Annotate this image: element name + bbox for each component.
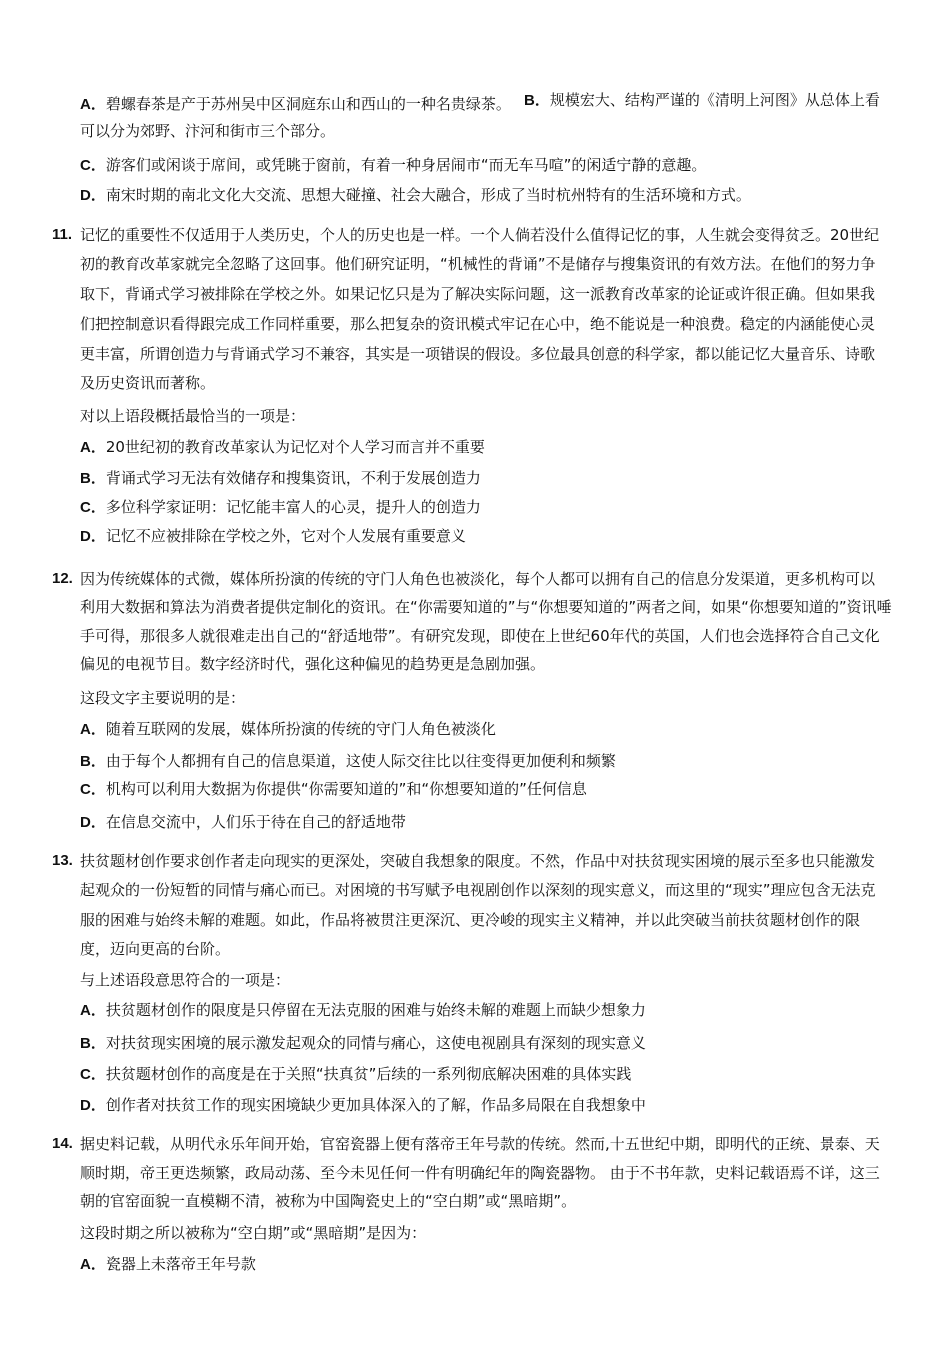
option-text: 记忆不应被排除在学校之外，它对个人发展有重要意义	[105, 527, 466, 545]
option-text: 创作者对扶贫工作的现实困境缺少更加具体深入的了解，作品多局限在自我想象中	[105, 1096, 646, 1114]
passage-line: 服的困难与始终未解的难题。如此，作品将被贯注更深沉、更冷峻的现实主义精神，并以此突破当前扶贫题材创作的限	[80, 911, 861, 929]
option-text: 背诵式学习无法有效储存和搜集资讯，不利于发展创造力	[105, 469, 481, 487]
option-b[interactable]	[80, 1033, 646, 1054]
option-label: A．	[80, 439, 106, 456]
option-label: C．	[80, 1066, 106, 1083]
passage-line: 手可得，那很多人就很难走出自己的“舒适地带”。有研究发现，即使在上世纪60年代的英国，人们也会选择符合自己文化	[80, 627, 880, 645]
option-text: 游客们或闲谈于席间，或凭眺于窗前，有着一种身居闹市“而无车马喧”的闲适宁静的意趣。	[105, 156, 707, 174]
passage-line: 扶贫题材创作要求创作者走向现实的更深处，突破自我想象的限度。不然，作品中对扶贫现实困境的展示至多也只能激发	[80, 852, 876, 870]
option-label: C．	[80, 781, 106, 798]
option-text: 南宋时期的南北文化大交流、思想大碰撞、社会大融合，形成了当时杭州特有的生活环境和方式。	[105, 186, 751, 204]
option-c[interactable]	[80, 779, 587, 800]
option-label: D．	[80, 1097, 106, 1114]
option-label: C．	[80, 499, 106, 516]
question-number: 11.	[52, 226, 73, 243]
option-a[interactable]	[80, 719, 496, 740]
option-label: A．	[80, 96, 106, 113]
question-prompt: 与上述语段意思符合的一项是：	[80, 971, 291, 989]
option-d[interactable]	[80, 812, 406, 833]
passage-line: 及历史资讯而著称。	[80, 374, 216, 392]
question-prompt: 这段时期之所以被称为“空白期”或“黑暗期”是因为：	[80, 1224, 427, 1242]
option-label: A．	[80, 721, 106, 738]
option-a[interactable]	[80, 1000, 646, 1021]
question-number: 14.	[52, 1135, 73, 1152]
option-label: D．	[80, 528, 106, 545]
option-text: 扶贫题材创作的高度是在于关照“扶真贫”后续的一系列彻底解决困难的具体实践	[105, 1065, 632, 1083]
q10-option-d[interactable]	[80, 185, 751, 206]
option-text: 机构可以利用大数据为你提供“你需要知道的”和“你想要知道的”任何信息	[105, 780, 587, 798]
option-d[interactable]	[80, 526, 466, 547]
option-text: 多位科学家证明：记忆能丰富人的心灵，提升人的创造力	[105, 498, 481, 516]
option-text: 在信息交流中，人们乐于待在自己的舒适地带	[105, 813, 406, 831]
question-number: 12.	[52, 570, 73, 587]
option-label: A．	[80, 1002, 106, 1019]
passage-line: 们把控制意识看得跟完成工作同样重要，那么把复杂的资讯模式牢记在心中，绝不能说是一种浪费。稳定的内涵能使心灵	[80, 315, 876, 333]
question-prompt: 这段文字主要说明的是：	[80, 689, 246, 707]
option-text: 瓷器上未落帝王年号款	[105, 1255, 256, 1273]
option-label: A．	[80, 1256, 106, 1273]
option-text: 碧螺春茶是产于苏州吴中区洞庭东山和西山的一种名贵绿茶。	[105, 95, 511, 113]
passage-line: 初的教育改革家就完全忽略了这回事。他们研究证明，“机械性的背诵”不是储存与搜集资讯的有效方法。在他们的努力争	[80, 255, 876, 273]
option-text: 20世纪初的教育改革家认为记忆对个人学习而言并不重要	[105, 438, 485, 456]
option-a[interactable]	[80, 1254, 256, 1275]
option-label: C．	[80, 157, 106, 174]
option-d[interactable]	[80, 1095, 646, 1116]
passage-line: 朝的官窑面貌一直模糊不清，被称为中国陶瓷史上的“空白期”或“黑暗期”。	[80, 1192, 577, 1210]
passage-line: 记忆的重要性不仅适用于人类历史，个人的历史也是一样。一个人倘若没什么值得记忆的事，人生就会变得贫乏。20世纪	[80, 226, 880, 244]
option-label: B．	[80, 753, 106, 770]
option-label: D．	[80, 187, 106, 204]
question-prompt: 对以上语段概括最恰当的一项是：	[80, 407, 306, 425]
passage-line: 取下，背诵式学习被排除在学校之外。如果记忆只是为了解决实际问题，这一派教育改革家的论证或许很正确。但如果我	[80, 285, 876, 303]
option-text: 随着互联网的发展，媒体所扮演的传统的守门人角色被淡化	[105, 720, 496, 738]
option-text: 对扶贫现实困境的展示激发起观众的同情与痛心，这使电视剧具有深刻的现实意义	[105, 1034, 646, 1052]
passage-line: 顺时期，帝王更迭频繁，政局动荡、至今未见任何一件有明确纪年的陶瓷器物。 由于不书年款，史料记载语焉不详，这三	[80, 1164, 880, 1182]
option-c[interactable]	[80, 1064, 631, 1085]
option-a[interactable]	[80, 437, 485, 458]
option-label: B．	[80, 470, 106, 487]
passage-line: 因为传统媒体的式微，媒体所扮演的传统的守门人角色也被淡化，每个人都可以拥有自己的信息分发渠道，更多机构可以	[80, 570, 876, 588]
option-b[interactable]	[80, 751, 616, 772]
option-c[interactable]	[80, 497, 481, 518]
q10-option-b[interactable]	[524, 90, 880, 111]
passage-line: 偏见的电视节目。数字经济时代，强化这种偏见的趋势更是急剧加强。	[80, 655, 546, 673]
passage-line: 度，迈向更高的台阶。	[80, 940, 231, 958]
q10-option-b-continued: 可以分为郊野、汴河和街市三个部分。	[80, 122, 336, 140]
option-text: 扶贫题材创作的限度是只停留在无法克服的困难与始终未解的难题上而缺少想象力	[105, 1001, 646, 1019]
passage-line: 利用大数据和算法为消费者提供定制化的资讯。在“你需要知道的”与“你想要知道的”两者之间，如果“你想要知道的”资讯唾	[80, 598, 892, 616]
option-label: B．	[80, 1035, 106, 1052]
option-b[interactable]	[80, 468, 481, 489]
q10-option-a[interactable]	[80, 94, 511, 115]
option-text: 规模宏大、结构严谨的《清明上河图》从总体上看	[549, 91, 880, 109]
option-label: B．	[524, 92, 550, 109]
passage-line: 起观众的一份短暂的同情与痛心而已。对困境的书写赋予电视剧创作以深刻的现实意义，而这里的“现实”理应包含无法克	[80, 881, 876, 899]
option-label: D．	[80, 814, 106, 831]
question-number: 13.	[52, 852, 73, 869]
passage-line: 更丰富，所谓创造力与背诵式学习不兼容，其实是一项错误的假设。多位最具创意的科学家，都以能记忆大量音乐、诗歌	[80, 345, 876, 363]
passage-line: 据史料记载，从明代永乐年间开始，官窑瓷器上便有落帝王年号款的传统。然而,十五世纪中期，即明代的正统、景泰、天	[80, 1135, 880, 1153]
q10-option-c[interactable]	[80, 155, 706, 176]
option-text: 由于每个人都拥有自己的信息渠道，这使人际交往比以往变得更加便利和频繁	[105, 752, 616, 770]
